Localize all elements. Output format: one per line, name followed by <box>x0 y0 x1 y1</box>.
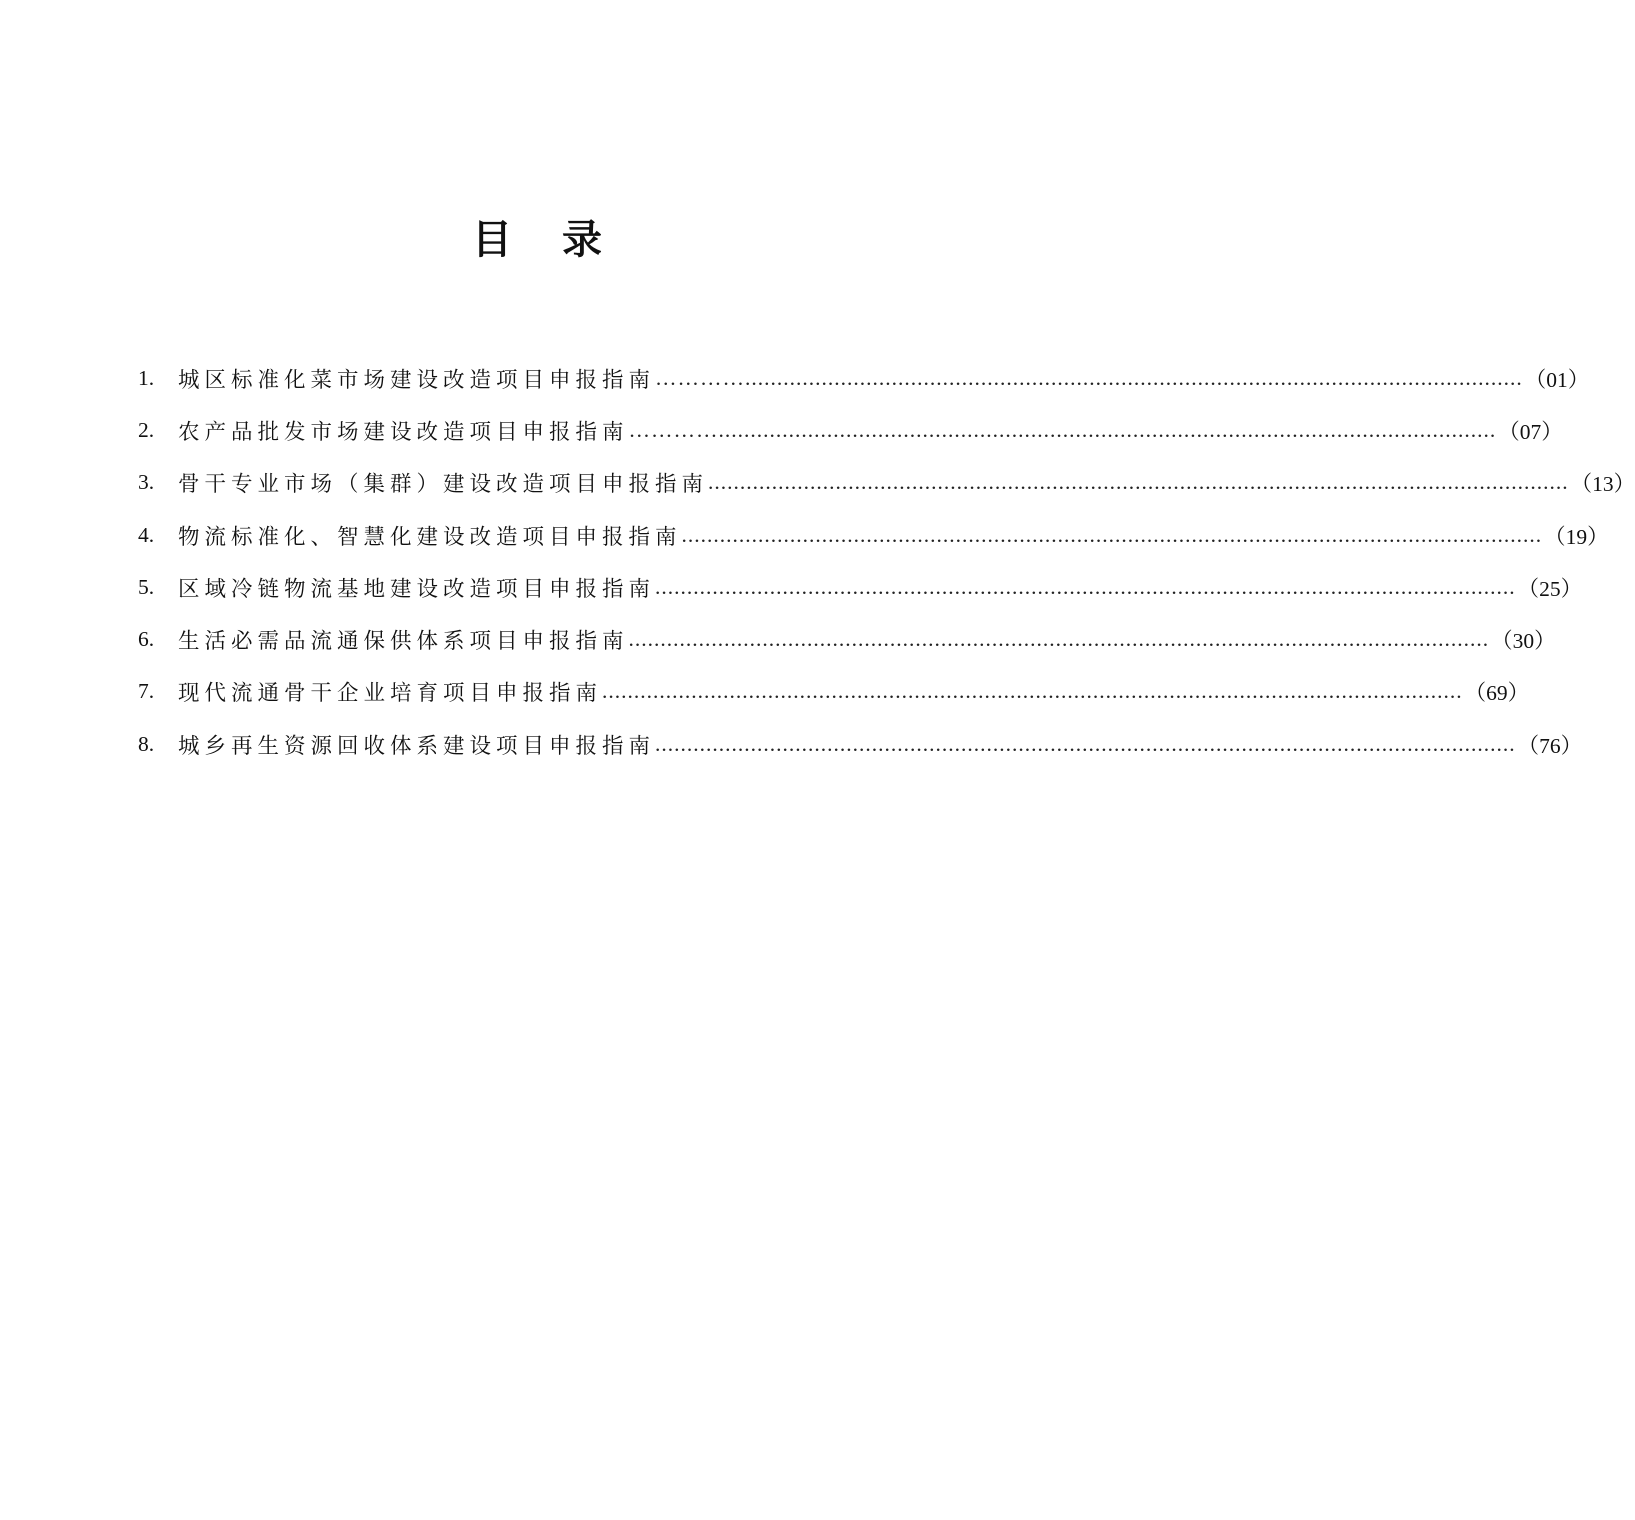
toc-entry-number: 3. <box>138 470 155 495</box>
toc-entry-number: 6. <box>138 627 155 652</box>
title-char-2: 录 <box>562 216 602 263</box>
toc-entry[interactable] <box>138 404 1563 456</box>
toc-entry-page: （19） <box>1544 524 1609 549</box>
toc-leader-dots: ....................................................................................................................................... <box>655 574 1516 599</box>
toc-entry-page: （69） <box>1464 681 1530 706</box>
toc-entry-title: 现代流通骨干企业培育项目申报指南 <box>178 681 603 707</box>
title-char-1: 目 <box>472 216 512 263</box>
toc-entry-title: 城区标准化菜市场建设改造项目申报指南 <box>178 367 656 393</box>
table-of-contents <box>138 352 1635 770</box>
toc-entry-number: 2. <box>138 417 155 442</box>
toc-entry-title: 骨干专业市场（集群）建设改造项目申报指南 <box>178 472 709 498</box>
toc-entry-title: 城乡再生资源回收体系建设项目申报指南 <box>178 733 656 759</box>
toc-entry-number: 4. <box>138 522 155 547</box>
toc-entry-page: （01） <box>1524 367 1590 392</box>
toc-entry-page: （07） <box>1498 419 1563 444</box>
toc-entry-number: 5. <box>138 574 155 599</box>
toc-entry-title: 生活必需品流通保供体系项目申报指南 <box>178 629 629 655</box>
toc-leader-dots: ....................................................................................................................................... <box>681 522 1543 547</box>
toc-entry-title: 物流标准化、智慧化建设改造项目申报指南 <box>178 524 682 550</box>
toc-leader-dots: ....................................................................................................................................... <box>708 470 1569 495</box>
toc-entry-page: （30） <box>1491 629 1556 654</box>
toc-entry[interactable] <box>138 509 1609 561</box>
toc-entry-number: 7. <box>138 679 155 704</box>
toc-entry-number: 1. <box>138 365 155 390</box>
toc-entry-title: 农产品批发市场建设改造项目申报指南 <box>178 419 629 445</box>
toc-entry-page: （13） <box>1570 472 1635 497</box>
toc-entry[interactable] <box>138 561 1583 613</box>
page-title <box>0 208 1074 265</box>
toc-entry[interactable] <box>138 666 1530 718</box>
toc-leader-dots: ....................................................................................................................................... <box>602 679 1463 704</box>
toc-leader-dots: ....................................................................................................................................... <box>628 627 1490 652</box>
toc-entry-number: 8. <box>138 731 155 756</box>
toc-entry[interactable] <box>138 613 1556 665</box>
toc-leader-dots: ………….......................................................................................................................... <box>655 365 1523 390</box>
toc-entry-page: （25） <box>1517 576 1583 601</box>
toc-entry-page: （76） <box>1517 733 1583 758</box>
toc-entry[interactable] <box>138 457 1635 509</box>
toc-entry[interactable] <box>138 352 1590 404</box>
toc-entry-title: 区域冷链物流基地建设改造项目申报指南 <box>178 576 656 602</box>
toc-entry[interactable] <box>138 718 1583 770</box>
toc-leader-dots: ………….......................................................................................................................... <box>628 417 1497 442</box>
toc-leader-dots: ....................................................................................................................................... <box>655 731 1516 756</box>
